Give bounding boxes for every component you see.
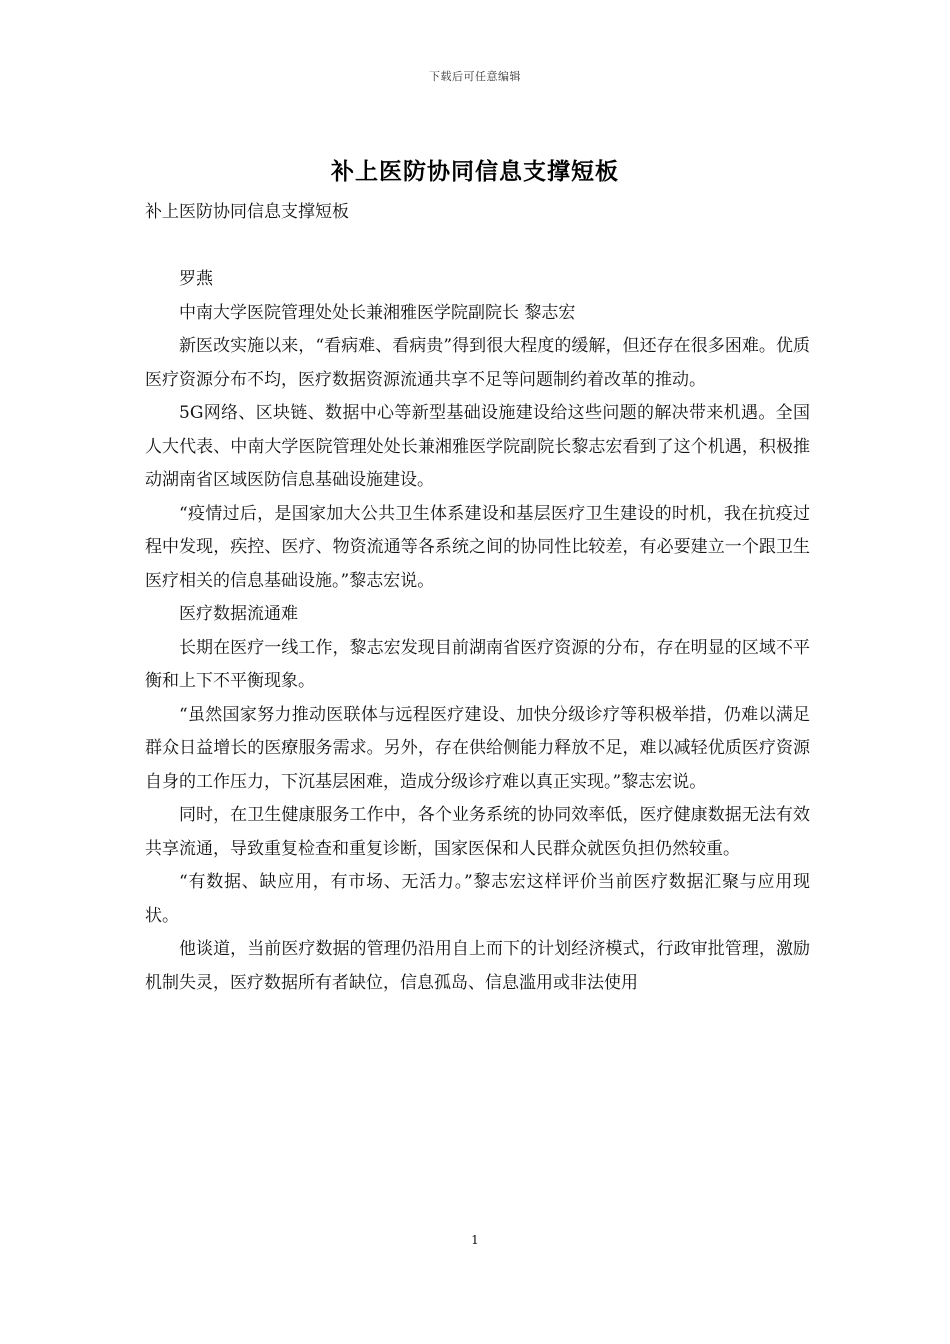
page-header-note: 下载后可任意编辑 bbox=[429, 70, 521, 83]
paragraph: 他谈道，当前医疗数据的管理仍沿用自上而下的计划经济模式，行政审批管理，激励机制失灵，医疗数据所有者缺位，信息孤岛、信息滥用或非法使用 bbox=[145, 939, 810, 993]
document-title: 补上医防协同信息支撑短板 bbox=[331, 158, 619, 185]
byline: 中南大学医院管理处处长兼湘雅医学院副院长 黎志宏 bbox=[179, 302, 576, 323]
paragraph: 5G网络、区块链、数据中心等新型基础设施建设给这些问题的解决带来机遇。全国人大代表、中南大学医院管理处处长兼湘雅医学院副院长黎志宏看到了这个机遇，积极推动湖南省区域医防信息基础设施建设。 bbox=[145, 403, 810, 490]
document-subtitle: 补上医防协同信息支撑短板 bbox=[145, 202, 349, 222]
paragraph: “有数据、缺应用，有市场、无活力。”黎志宏这样评价当前医疗数据汇聚与应用现状。 bbox=[145, 872, 810, 926]
author-line: 罗燕 bbox=[179, 269, 213, 289]
blank-line bbox=[145, 230, 810, 264]
document-body bbox=[145, 196, 810, 1000]
paragraph: 长期在医疗一线工作，黎志宏发现目前湖南省医疗资源的分布，存在明显的区域不平衡和上下不平衡现象。 bbox=[145, 637, 810, 691]
paragraph: 同时，在卫生健康服务工作中，各个业务系统的协同效率低，医疗健康数据无法有效共享流通，导致重复检查和重复诊断，国家医保和人民群众就医负担仍然较重。 bbox=[145, 805, 810, 859]
paragraph: 新医改实施以来，“看病难、看病贵”得到很大程度的缓解，但还存在很多困难。优质医疗资源分布不均，医疗数据资源流通共享不足等问题制约着改革的推动。 bbox=[145, 336, 810, 390]
paragraph: “疫情过后，是国家加大公共卫生体系建设和基层医疗卫生建设的时机，我在抗疫过程中发现，疾控、医疗、物资流通等各系统之间的协同性比较差，有必要建立一个跟卫生医疗相关的信息基础设施。”黎志宏说。 bbox=[145, 503, 810, 591]
section-heading: 医疗数据流通难 bbox=[179, 604, 298, 624]
paragraph: “虽然国家努力推动医联体与远程医疗建设、加快分级诊疗等积极举措，仍难以满足群众日益增长的医療服务需求。另外，存在供给侧能力释放不足，难以减轻优质医疗资源自身的工作压力，下沉基层困难，造成分级诊疗难以真正实现。”黎志宏说。 bbox=[145, 704, 810, 792]
page-number: 1 bbox=[471, 1233, 479, 1247]
